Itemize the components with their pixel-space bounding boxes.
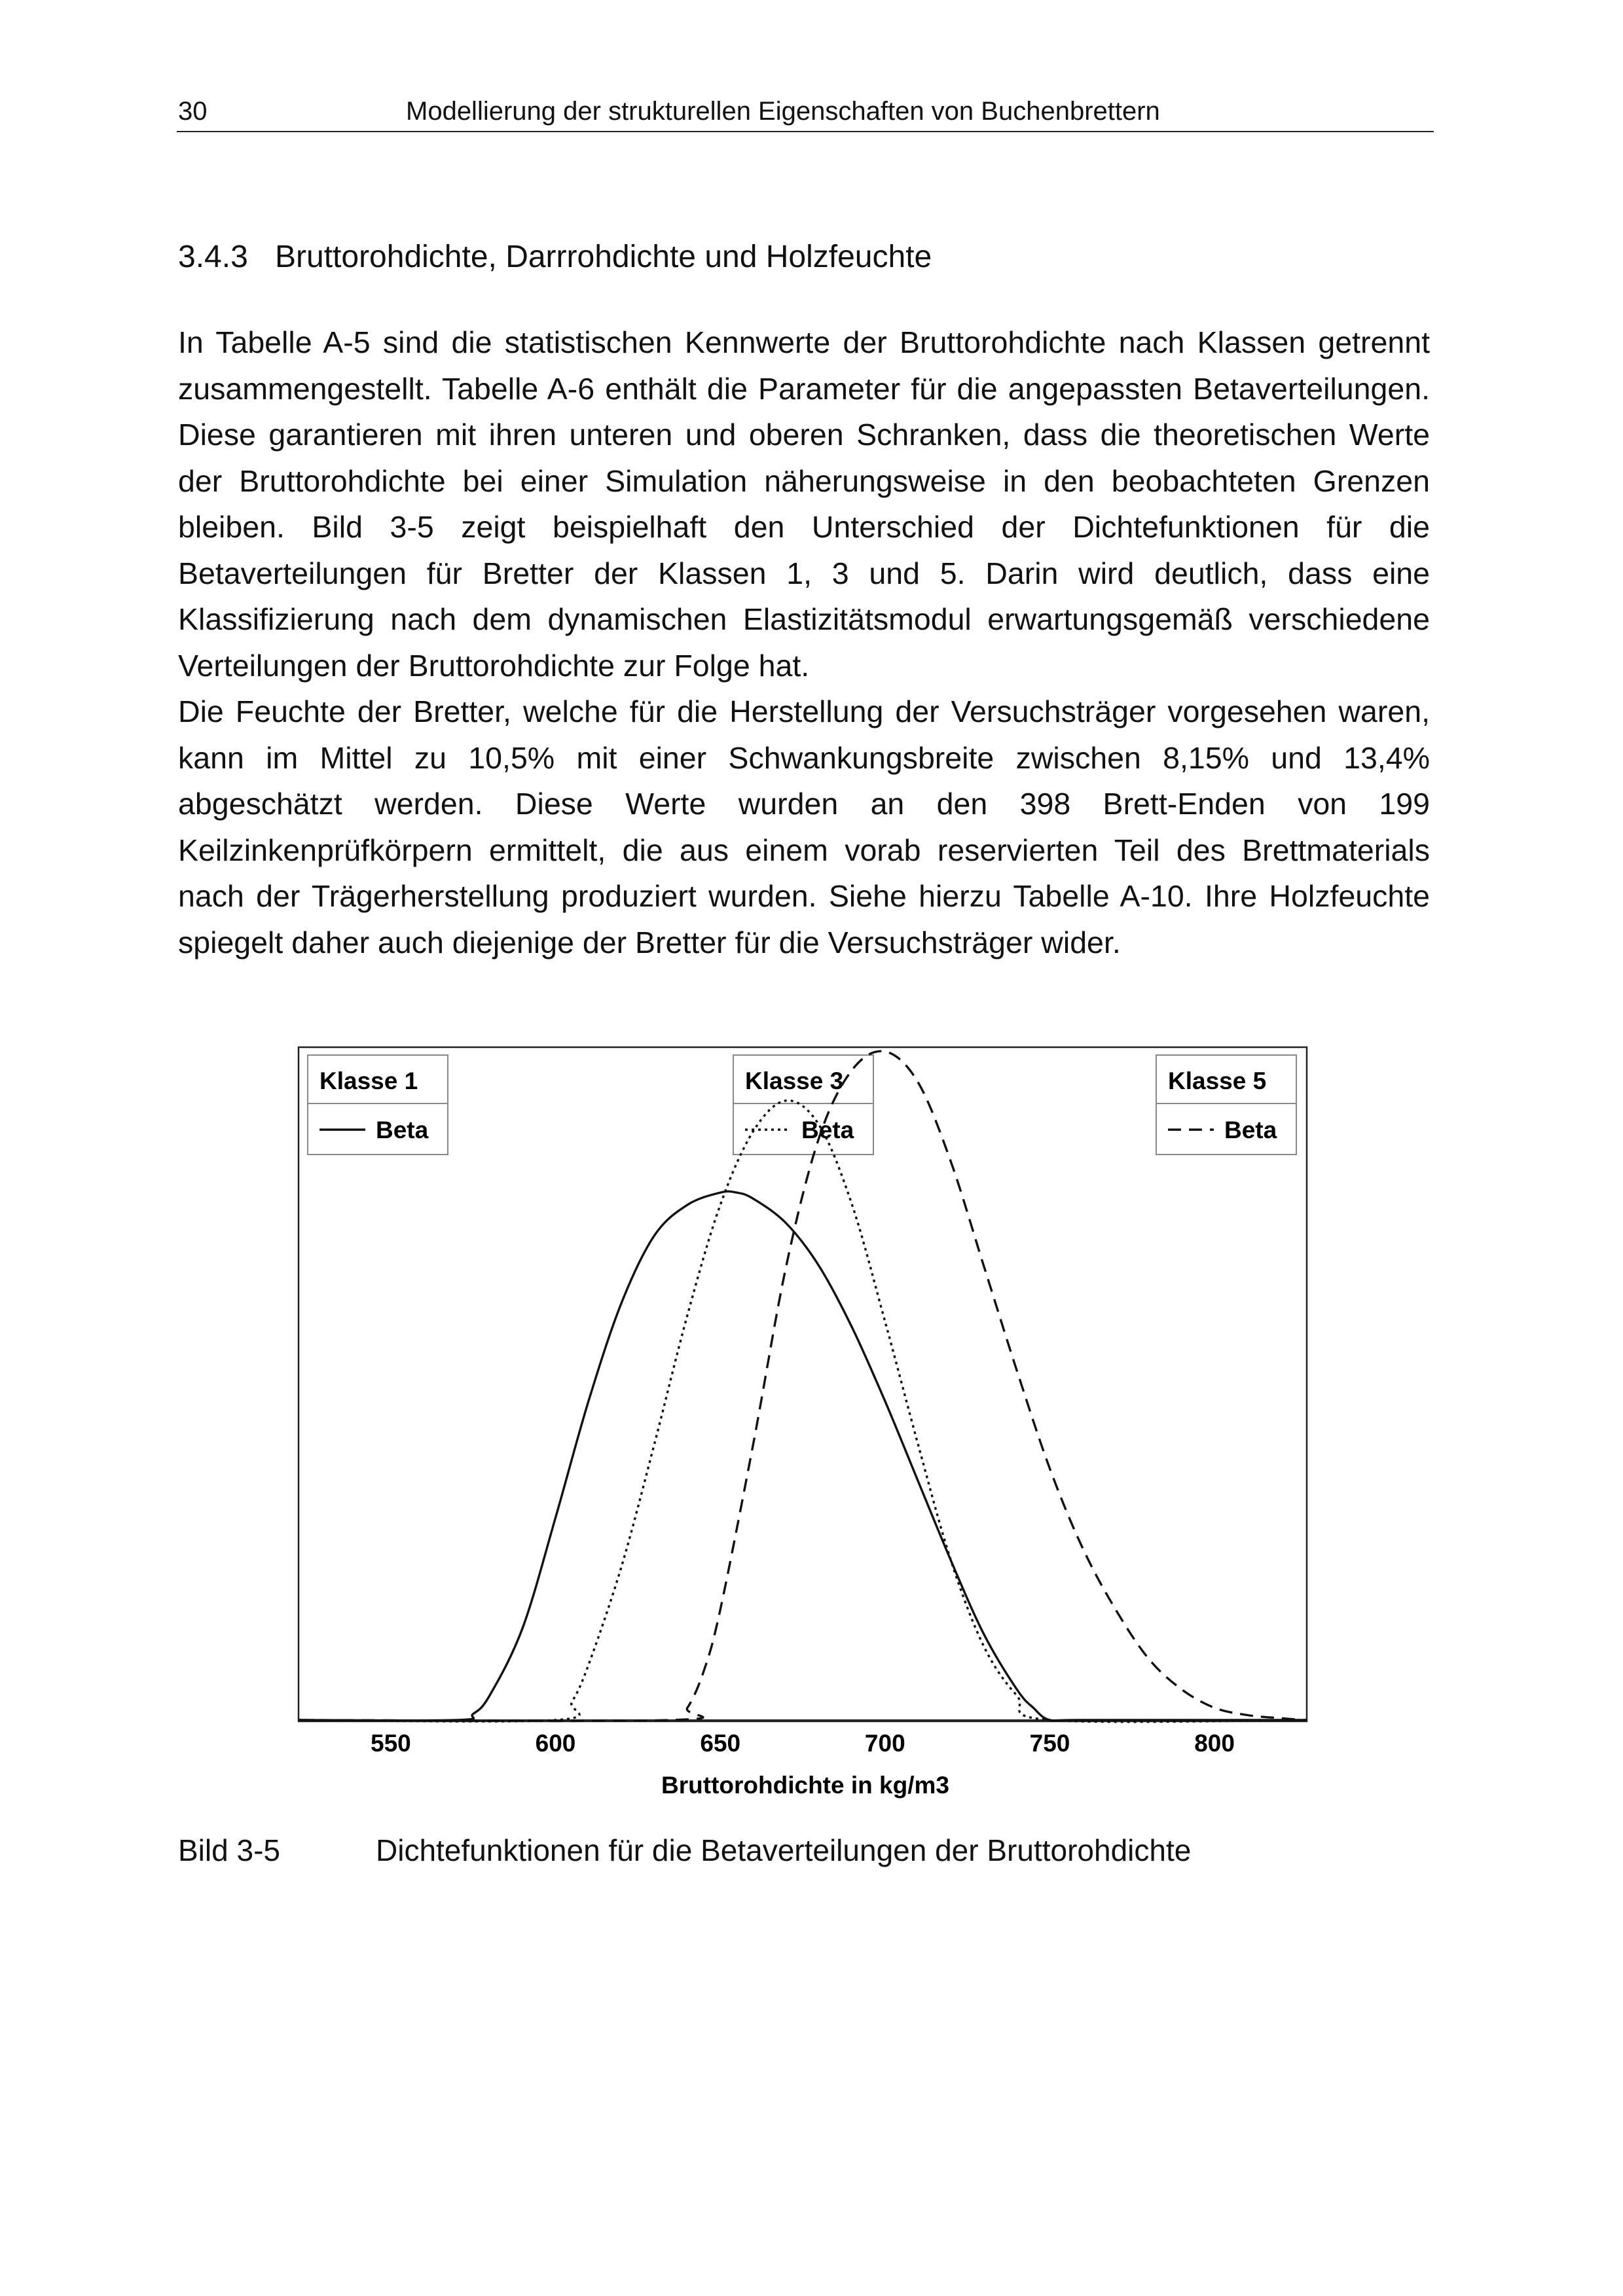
paragraph: Die Feuchte der Bretter, welche für die Herstellung der Versuchsträger vorgesehen waren, kann im Mittel zu 10,5% mit einer Schwankungsbreite zwischen 8,15% und 13,4% abgeschätzt werden. Diese Werte wurden an den 398 Brett-Enden von 199 Keilzinkenprüfkörpern ermittelt, die aus einem vorab reservierten Teil des Brettmaterials nach der Trägerherstellung produziert wurden. Siehe hierzu Tabelle A-10. Ihre Holzfeuchte spiegelt daher auch diejenige der Bretter für die Versuchsträger wider. — [178, 694, 1430, 960]
figure — [275, 1021, 1349, 1813]
legend-klasse-3 — [733, 1055, 873, 1155]
section-heading — [178, 239, 932, 275]
legend-entry-label: Beta — [376, 1117, 429, 1143]
x-tick-label: 600 — [535, 1730, 576, 1757]
x-tick-label: 750 — [1029, 1730, 1070, 1757]
section-number: 3.4.3 — [178, 240, 248, 274]
running-title: Modellierung der strukturellen Eigenschaften von Buchenbrettern — [406, 97, 1160, 126]
x-tick-label: 650 — [700, 1730, 741, 1757]
legend-klasse-1 — [308, 1055, 448, 1155]
paragraph: In Tabelle A-5 sind die statistischen Kennwerte der Bruttorohdichte nach Klassen getrennt zusammengestellt. Tabelle A-6 enthält die Parameter für die angepassten Betaverteilungen. Diese garantieren mit ihren unteren und oberen Schranken, dass die theoretischen Werte der Bruttorohdichte bei einer Simulation näherungsweise in den beobachteten Grenzen bleiben. Bild 3-5 zeigt beispielhaft den Unterschied der Dichtefunktionen für die Betaverteilungen für Bretter der Klassen 1, 3 und 5. Darin wird deutlich, dass eine Klassifizierung nach dem dynamischen Elastizitätsmodul erwartungsgemäß verschiedene Verteilungen der Bruttorohdichte zur Folge hat. — [178, 325, 1430, 683]
legend-title: Klasse 1 — [319, 1067, 418, 1094]
legend-title: Klasse 3 — [745, 1067, 844, 1094]
x-tick-label: 700 — [864, 1730, 905, 1757]
caption-text: Dichtefunktionen für die Betaverteilungen der Bruttorohdichte — [376, 1833, 1192, 1867]
caption-label: Bild 3-5 — [178, 1833, 280, 1867]
legend-entry-label: Beta — [1224, 1117, 1277, 1143]
legend-title: Klasse 5 — [1168, 1067, 1267, 1094]
density-chart — [275, 1021, 1349, 1813]
legend-klasse-5 — [1156, 1055, 1296, 1155]
x-tick-label: 550 — [371, 1730, 411, 1757]
section-title: Bruttorohdichte, Darrrohdichte und Holzfeuchte — [275, 240, 932, 274]
x-tick-label: 800 — [1194, 1730, 1235, 1757]
page-number: 30 — [178, 97, 208, 126]
x-axis-label: Bruttorohdichte in kg/m3 — [661, 1772, 949, 1799]
figure-caption — [178, 1833, 1191, 1868]
series-line-klasse-1 — [299, 1191, 1307, 1721]
page-header — [177, 97, 1434, 132]
legend-entry-label: Beta — [801, 1117, 854, 1143]
body-text — [178, 319, 1430, 965]
